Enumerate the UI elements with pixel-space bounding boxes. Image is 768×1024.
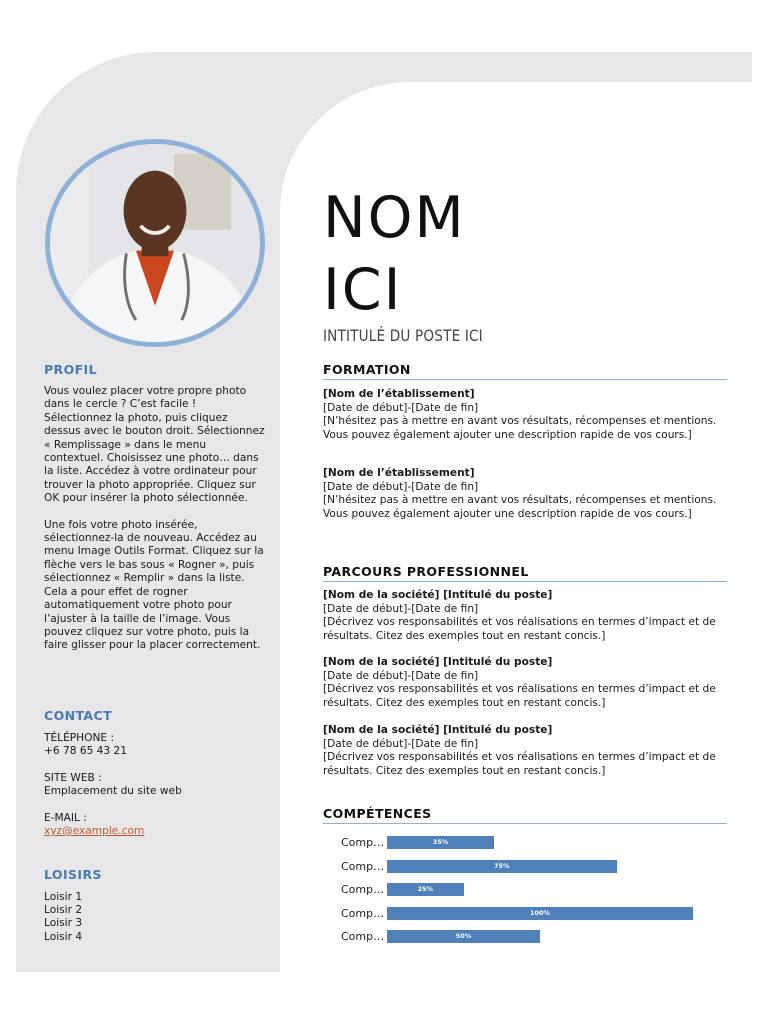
skill-bar [387,836,494,849]
entry-description: [Décrivez vos responsabilités et vos réalisations en termes d’impact et de résultats. Citez des exemples tout en restant concis.] [323,683,716,709]
website-label: SITE WEB : [44,772,102,784]
entry-dates: [Date de début]-[Date de fin] [323,602,479,615]
profil-paragraph-2: Une fois votre photo insérée, sélectionnez-la de nouveau. Accédez au menu Image Outils Format. Cliquez sur la flèche vers le bas sous « Rogner », puis sélectionnez « Remplir » dans la liste. Cela a pour effet de rogner automatiquement votre photo pour l’ajuster à la taille de l’image. Vous pouvez cliquez sur votre photo, puis la faire glisser pour la placer correctement. [44,518,264,652]
loisirs-heading: LOISIRS [44,867,102,882]
skill-bar-value-label: 25% [417,885,434,893]
skill-label: Comp… [341,906,385,920]
job-entry [323,589,727,643]
name-line-1: NOM [323,185,466,251]
main-background-bottom [280,960,768,1024]
job-entry [323,656,727,710]
profil-text [44,385,266,653]
skill-bar [387,860,617,873]
skill-bar [387,907,693,920]
entry-dates: [Date de début]-[Date de fin] [323,737,479,750]
entry-dates: [Date de début]-[Date de fin] [323,480,479,493]
parcours-heading: PARCOURS PROFESSIONNEL [323,564,727,582]
entry-description: [Décrivez vos responsabilités et vos réalisations en termes d’impact et de résultats. Citez des exemples tout en restant concis.] [323,751,716,777]
school-name: [Nom de l’établissement] [323,388,475,400]
portrait-photo[interactable] [45,139,265,347]
skill-label: Comp… [341,883,385,896]
entry-description: [N’hésitez pas à mettre en avant vos résultats, récompenses et mentions. Vous pouvez également ajouter une description rapide de vos cours.] [323,494,717,520]
email-value [44,825,266,838]
profil-paragraph-1: Vous voulez placer votre propre photo dans le cercle ? C’est facile ! Sélectionnez la photo, puis cliquez dessus avec le bouton droit. Sélectionnez « Remplissage » dans le menu contextuel. Choisissez une photo… dans la liste. Accédez à votre ordinateur pour trouver la photo appropriée. Cliquez sur OK pour insérer la photo sélectionnée. [44,385,265,505]
phone-value: +6 78 65 43 21 [44,745,128,757]
skill-bar [387,930,540,943]
skill-label: Comp… [341,859,385,873]
formation-heading: FORMATION [323,362,727,380]
candidate-name [323,182,466,326]
job-entry [323,724,727,778]
skill-bar-value-label: 35% [432,838,449,846]
loisir-item: Loisir 1 [44,891,83,903]
loisir-item: Loisir 2 [44,904,83,916]
job-company-title: [Nom de la société] [Intitulé du poste] [323,589,553,601]
email-link[interactable]: xyz@example.com [44,825,145,837]
skill-bar-value-label: 100% [529,908,551,917]
skill-bar-value-label: 50% [455,932,472,940]
email-label: E-MAIL : [44,812,87,824]
entry-dates: [Date de début]-[Date de fin] [323,669,479,682]
skill-bar [387,883,464,896]
skill-label: Comp… [341,930,385,943]
entry-description: [Décrivez vos responsabilités et vos réalisations en termes d’impact et de résultats. Citez des exemples tout en restant concis.] [323,616,716,642]
loisir-item: Loisir 3 [44,917,83,929]
entry-description: [N’hésitez pas à mettre en avant vos résultats, récompenses et mentions. Vous pouvez également ajouter une description rapide de vos cours.] [323,415,717,441]
school-name: [Nom de l’établissement] [323,467,475,479]
profil-heading: PROFIL [44,362,97,377]
entry-dates: [Date de début]-[Date de fin] [323,401,479,414]
contact-heading: CONTACT [44,708,112,723]
job-company-title: [Nom de la société] [Intitulé du poste] [323,724,553,736]
job-company-title: [Nom de la société] [Intitulé du poste] [323,656,553,668]
formation-entry [323,467,727,521]
formation-entry [323,388,727,442]
skill-bar-value-label: 75% [493,861,510,870]
name-line-2: ICI [323,257,403,323]
job-title: INTITULÉ DU POSTE ICI [323,326,483,345]
loisir-item: Loisir 4 [44,931,83,943]
portrait-photo-icon [50,144,260,342]
skill-label: Comp… [341,836,385,849]
competences-heading: COMPÉTENCES [323,806,727,824]
website-value: Emplacement du site web [44,785,182,797]
phone-label: TÉLÉPHONE : [44,732,115,744]
